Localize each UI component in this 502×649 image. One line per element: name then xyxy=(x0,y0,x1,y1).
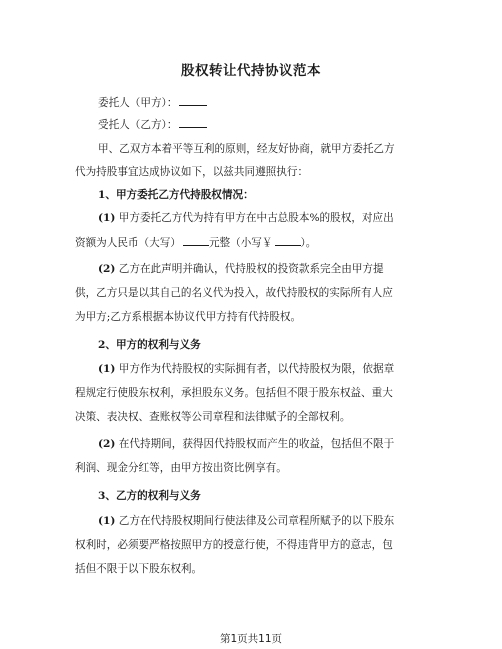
s2-p2-number: (2) xyxy=(98,438,116,450)
s2-p1-line-1 xyxy=(98,362,394,376)
s2-p1-line-2: 程规定行使股东权利，承担股东义务。包括但不限于股东权益、重大 xyxy=(75,387,393,399)
s1-p1-text-2c: ）。 xyxy=(300,237,317,249)
intro-line-1: 甲、乙双方本着平等互利的原则，经友好协商，就甲方委托乙方 xyxy=(98,143,395,155)
s1-p2-line-1 xyxy=(98,262,384,276)
s1-p1-text-1: 甲方委托乙方代为持有甲方在中古总股本%的股权，对应出 xyxy=(118,212,394,224)
s2-p2-line-1 xyxy=(98,437,394,451)
s1-p1-text-2b: 元整（小写￥ xyxy=(208,237,273,249)
amount-lower-blank xyxy=(275,235,301,246)
section-3-heading: 3、乙方的权利与义务 xyxy=(98,490,201,502)
amount-upper-blank xyxy=(183,235,209,246)
s2-p2-text-1: 在代持期间，获得因代持股权而产生的收益，包括但不限于 xyxy=(118,438,395,450)
party-a-blank xyxy=(179,95,207,106)
party-b-line xyxy=(98,117,207,132)
s1-p2-line-2: 供，乙方只是以其自己的名义代为投入，故代持股权的实际所有人应 xyxy=(75,287,393,299)
s1-p2-number: (2) xyxy=(98,263,116,275)
s1-p1-line-2 xyxy=(75,235,316,250)
section-2-heading: 2、甲方的权利与义务 xyxy=(98,339,201,351)
s3-p1-number: (1) xyxy=(98,515,116,527)
s2-p2-line-2: 利润、现金分红等，由甲方按出资比例享有。 xyxy=(75,462,287,474)
party-b-blank xyxy=(179,117,207,128)
s1-p1-line-1 xyxy=(98,211,394,225)
section-1-heading: 1、甲方委托乙方代持股权情况： xyxy=(98,189,254,201)
s3-p1-line-2: 权利时，必须要严格按照甲方的授意行使，不得违背甲方的意志，包 xyxy=(75,539,393,551)
s2-p1-text-1: 甲方作为代持股权的实际拥有者，以代持股权为限，依据章 xyxy=(118,363,395,375)
party-a-label: 委托人（甲方）： xyxy=(98,97,178,109)
s1-p2-text-1: 乙方在此声明并确认，代持股权的投资款系完全由甲方提 xyxy=(118,263,384,275)
document-title: 股权转让代持协议范本 xyxy=(181,63,321,79)
party-b-label: 受托人（乙方）： xyxy=(98,119,178,131)
party-a-line xyxy=(98,95,207,110)
s2-p1-line-3: 决策、表决权、查账权等公司章程和法律赋予的全部权利。 xyxy=(75,411,351,423)
s3-p1-text-1: 乙方在代持股权期间行使法律及公司章程所赋予的以下股东 xyxy=(118,515,395,527)
s3-p1-line-1 xyxy=(98,514,394,528)
s1-p1-number: (1) xyxy=(98,212,116,224)
s1-p2-line-3: 为甲方;乙方系根据本协议代甲方持有代持股权。 xyxy=(75,311,302,323)
s1-p1-text-2a: 资额为人民币（大写） xyxy=(75,237,181,249)
page-footer: 第1页共11页 xyxy=(219,633,283,645)
s3-p1-line-3: 括但不限于以下股东权利。 xyxy=(75,563,203,575)
intro-line-2: 代为持股事宜达成协议如下，以兹共同遵照执行： xyxy=(75,166,309,178)
s2-p1-number: (1) xyxy=(98,363,116,375)
